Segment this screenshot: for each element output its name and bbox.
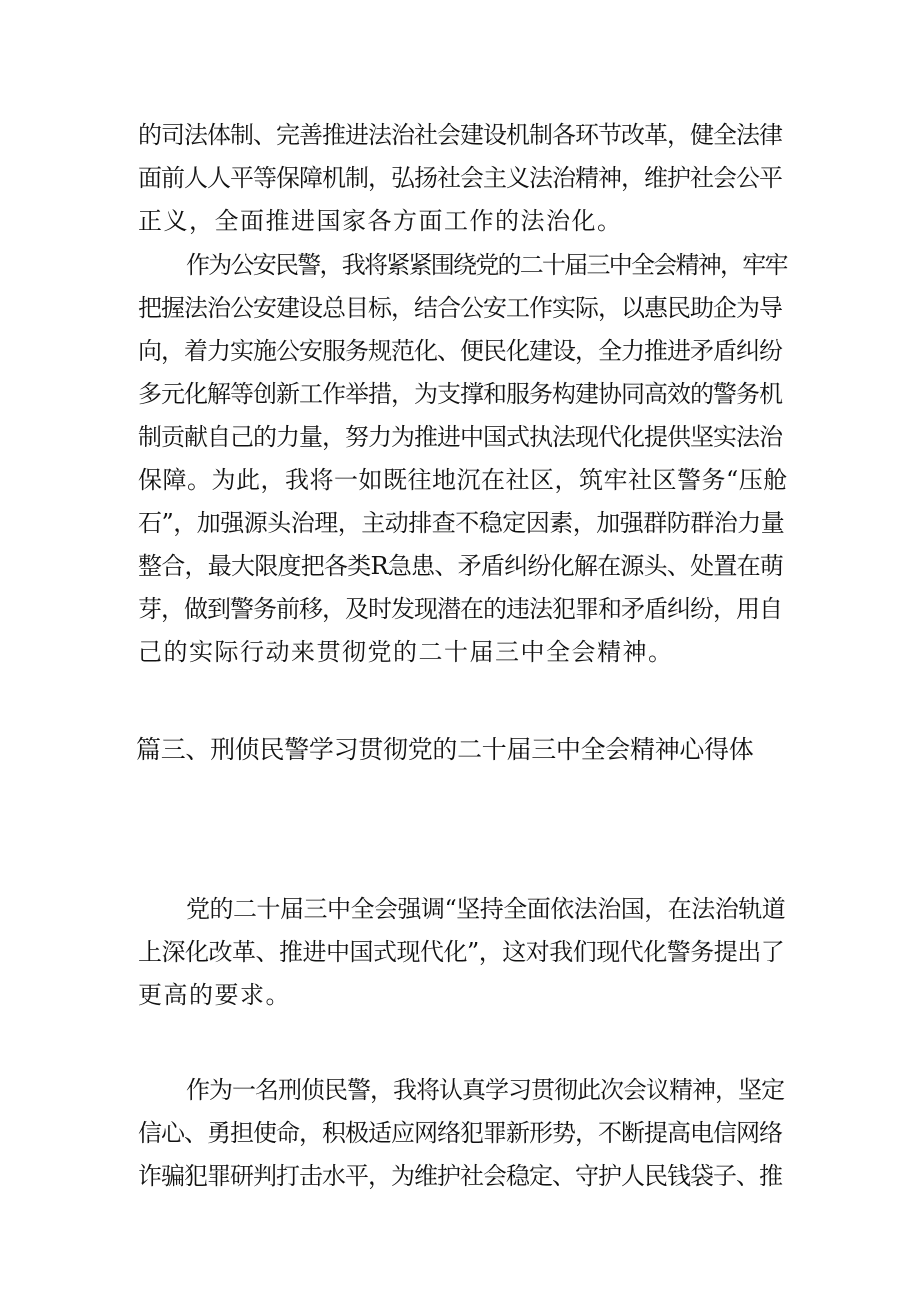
text-line: 石”，加强源头治理，主动排查不稳定因素，加强群防群治力量	[138, 509, 785, 537]
text-line: 制贡献自己的力量，努力为推进中国式执法现代化提供坚实法治	[138, 423, 782, 451]
text-line: 诈骗犯罪研判打击水平，为维护社会稳定、守护人民钱袋子、推	[138, 1162, 782, 1190]
text-line: 党的二十届三中全会强调“坚持全面依法治国，在法治轨道	[186, 895, 786, 923]
text-line: 整合，最大限度把各类R急患、矛盾纠纷化解在源头、处置在萌	[138, 552, 784, 580]
text-line: 向，着力实施公安服务规范化、便民化建设，全力推进矛盾纠纷	[138, 337, 782, 365]
text-line: 把握法治公安建设总目标，结合公安工作实际，以惠民助企为导	[138, 294, 782, 322]
section-heading: 篇三、刑侦民警学习贯彻党的二十届三中全会精神心得体	[136, 735, 754, 764]
text-line: 更高的要求。	[138, 981, 291, 1009]
text-line: 作为一名刑侦民警，我将认真学习贯彻此次会议精神，坚定	[186, 1076, 784, 1104]
text-line: 芽，做到警务前移，及时发现潜在的违法犯罪和矛盾纠纷，用自	[138, 595, 782, 623]
text-line: 的司法体制、完善推进法治社会建设机制各环节改革，健全法律	[138, 121, 782, 149]
text-line: 己的实际行动来贯彻党的二十届三中全会精神。	[138, 638, 674, 666]
text-line: 作为公安民警，我将紧紧围绕党的二十届三中全会精神，牢牢	[186, 251, 787, 279]
text-line: 正义，全面推进国家各方面工作的法治化。	[138, 207, 623, 235]
text-line: 面前人人平等保障机制，弘扬社会主义法治精神，维护社会公平	[138, 164, 782, 192]
text-line: 保障。为此，我将一如既往地沉在社区，筑牢社区警务“压舱	[138, 466, 788, 494]
text-line: 信心、勇担使命，积极适应网络犯罪新形势，不断提高电信网络	[138, 1119, 782, 1147]
text-line: 上深化改革、推进中国式现代化”，这对我们现代化警务提出了	[138, 938, 785, 966]
text-line: 多元化解等创新工作举措，为支撑和服务构建协同高效的警务机	[138, 380, 782, 408]
